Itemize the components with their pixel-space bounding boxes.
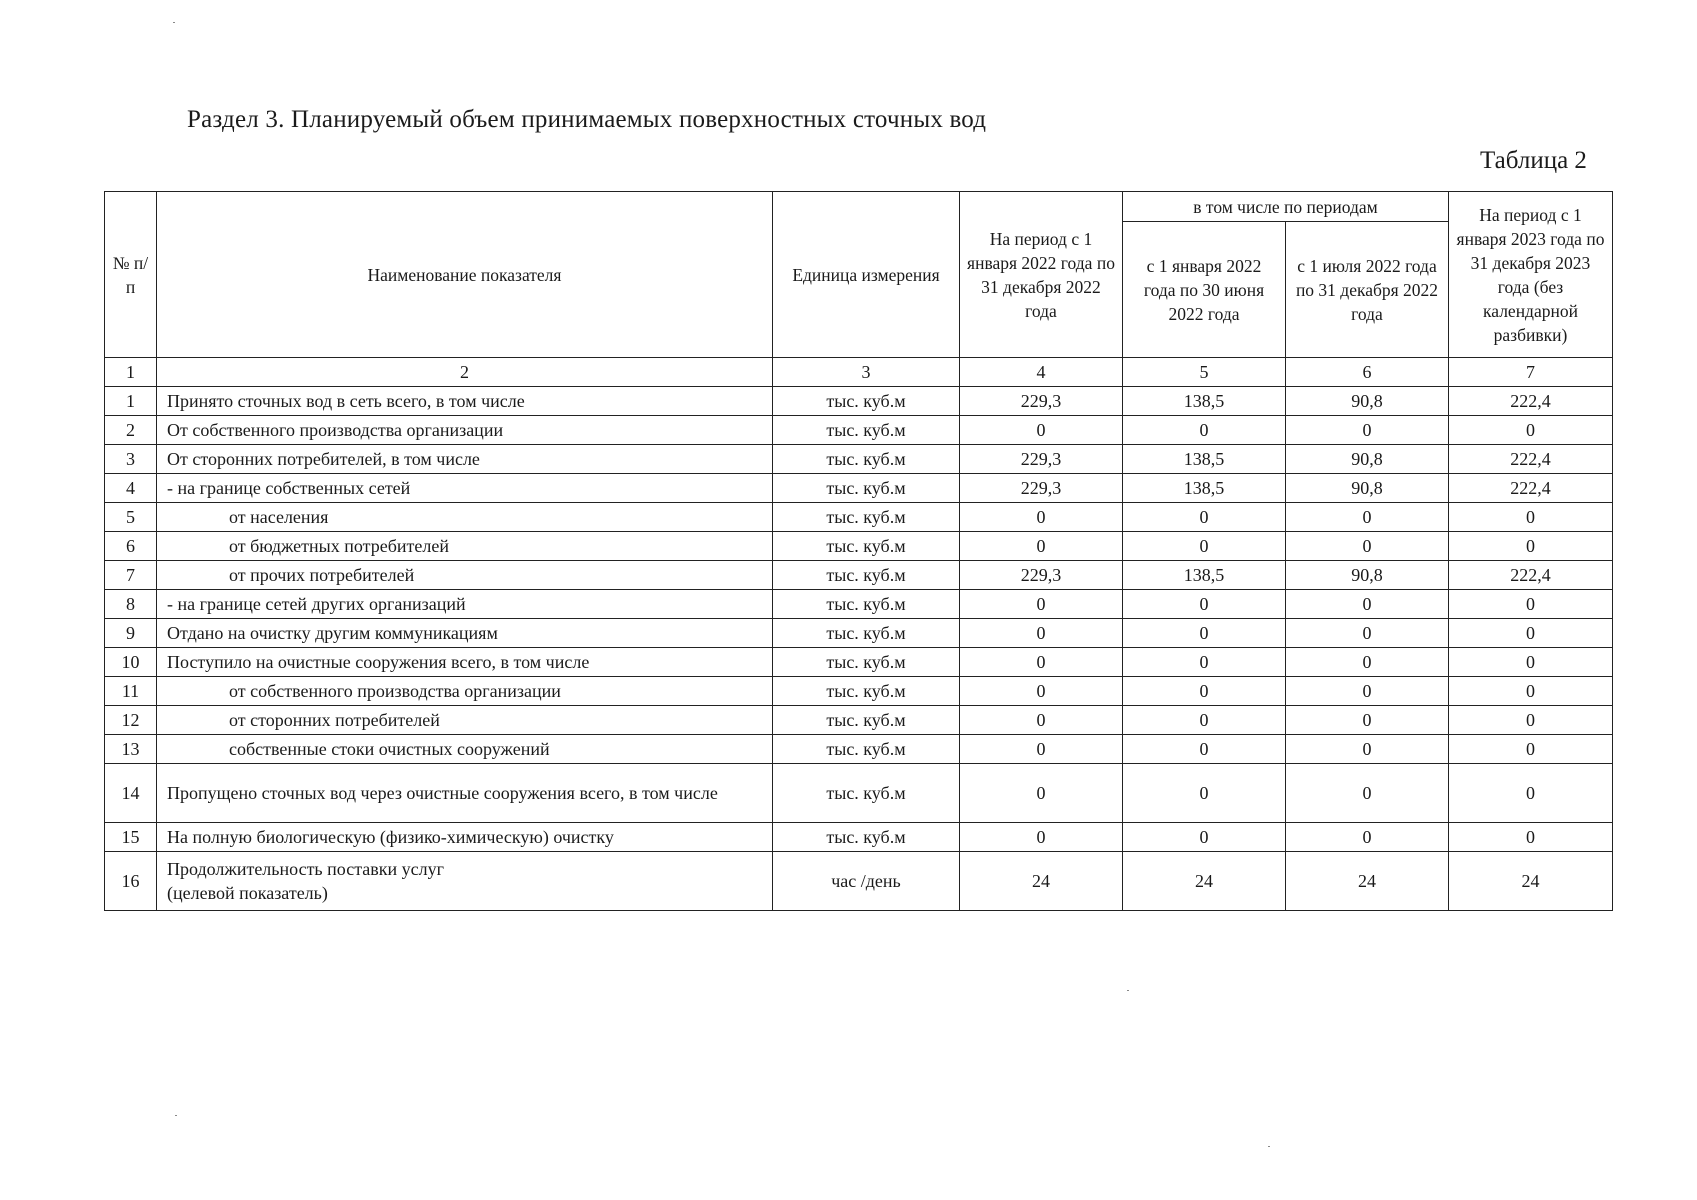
value-cell: 222,4 [1449, 561, 1613, 590]
header-num: № п/п [105, 192, 157, 358]
value-cell: 0 [1286, 532, 1449, 561]
column-numbers-row [105, 358, 1613, 387]
value-cell: 138,5 [1123, 561, 1286, 590]
unit-cell: тыс. куб.м [773, 648, 960, 677]
indicator-name: Отдано на очистку другим коммуникациям [157, 619, 773, 648]
value-cell: 0 [1449, 735, 1613, 764]
header-unit: Единица измерения [773, 192, 960, 358]
value-cell: 0 [960, 677, 1123, 706]
value-cell: 0 [1123, 619, 1286, 648]
value-cell: 90,8 [1286, 561, 1449, 590]
value-cell: 0 [960, 416, 1123, 445]
unit-cell: тыс. куб.м [773, 387, 960, 416]
row-number: 8 [105, 590, 157, 619]
value-cell: 0 [1449, 706, 1613, 735]
row-number: 4 [105, 474, 157, 503]
indicator-name: От собственного производства организации [157, 416, 773, 445]
unit-cell: тыс. куб.м [773, 590, 960, 619]
wastewater-volume-table [104, 191, 1613, 911]
row-number: 10 [105, 648, 157, 677]
value-cell: 0 [1286, 764, 1449, 823]
value-cell: 0 [1449, 677, 1613, 706]
value-cell: 0 [1123, 764, 1286, 823]
value-cell: 0 [1123, 416, 1286, 445]
unit-cell: тыс. куб.м [773, 416, 960, 445]
row-number: 16 [105, 852, 157, 911]
value-cell: 0 [960, 503, 1123, 532]
value-cell: 222,4 [1449, 474, 1613, 503]
row-number: 13 [105, 735, 157, 764]
row-number: 1 [105, 387, 157, 416]
table-row [105, 416, 1613, 445]
unit-cell: тыс. куб.м [773, 764, 960, 823]
indicator-name-line: (целевой показатель) [167, 883, 328, 903]
unit-cell: тыс. куб.м [773, 735, 960, 764]
value-cell: 0 [960, 823, 1123, 852]
column-number: 2 [157, 358, 773, 387]
unit-cell: час /день [773, 852, 960, 911]
value-cell: 0 [1449, 503, 1613, 532]
section-title: Раздел 3. Планируемый объем принимаемых поверхностных сточных вод [187, 106, 987, 133]
table-number-label: Таблица 2 [1480, 147, 1587, 174]
indicator-name: от собственного производства организации [157, 677, 773, 706]
value-cell: 138,5 [1123, 445, 1286, 474]
indicator-name: от прочих потребителей [157, 561, 773, 590]
indicator-name: Поступило на очистные сооружения всего, в том числе [157, 648, 773, 677]
value-cell: 222,4 [1449, 387, 1613, 416]
value-cell: 0 [960, 619, 1123, 648]
table-row [105, 532, 1613, 561]
value-cell: 24 [1123, 852, 1286, 911]
indicator-name-line: Продолжительность поставки услуг [167, 859, 445, 879]
value-cell: 0 [960, 735, 1123, 764]
table-row [105, 852, 1613, 911]
row-number: 6 [105, 532, 157, 561]
scan-speck [1268, 1146, 1270, 1147]
value-cell: 229,3 [960, 561, 1123, 590]
column-number: 1 [105, 358, 157, 387]
scan-speck [175, 1115, 177, 1116]
table-row [105, 387, 1613, 416]
value-cell: 24 [1286, 852, 1449, 911]
indicator-name: собственные стоки очистных сооружений [157, 735, 773, 764]
table-row [105, 677, 1613, 706]
indicator-name: От сторонних потребителей, в том числе [157, 445, 773, 474]
value-cell: 229,3 [960, 387, 1123, 416]
table-row [105, 561, 1613, 590]
value-cell: 229,3 [960, 445, 1123, 474]
value-cell: 229,3 [960, 474, 1123, 503]
value-cell: 90,8 [1286, 474, 1449, 503]
value-cell: 24 [1449, 852, 1613, 911]
header-period-h2-2022: с 1 июля 2022 года по 31 декабря 2022 года [1286, 222, 1449, 358]
value-cell: 0 [1449, 823, 1613, 852]
table-row [105, 764, 1613, 823]
value-cell: 0 [1123, 648, 1286, 677]
indicator-name: Пропущено сточных вод через очистные сооружения всего, в том числе [157, 764, 773, 823]
row-number: 11 [105, 677, 157, 706]
table-row [105, 445, 1613, 474]
header-indicator-name: Наименование показателя [157, 192, 773, 358]
value-cell: 0 [1286, 590, 1449, 619]
scan-speck [1127, 990, 1129, 991]
value-cell: 0 [960, 648, 1123, 677]
indicator-name: Принято сточных вод в сеть всего, в том числе [157, 387, 773, 416]
value-cell: 0 [1286, 735, 1449, 764]
column-number: 7 [1449, 358, 1613, 387]
value-cell: 0 [1449, 416, 1613, 445]
value-cell: 0 [1123, 706, 1286, 735]
value-cell: 0 [1123, 590, 1286, 619]
column-number: 3 [773, 358, 960, 387]
value-cell: 138,5 [1123, 474, 1286, 503]
table-row [105, 706, 1613, 735]
table-row [105, 474, 1613, 503]
value-cell: 0 [1123, 735, 1286, 764]
row-number: 7 [105, 561, 157, 590]
value-cell: 0 [1449, 764, 1613, 823]
indicator-name: от населения [157, 503, 773, 532]
unit-cell: тыс. куб.м [773, 677, 960, 706]
value-cell: 0 [1286, 823, 1449, 852]
value-cell: 0 [1123, 677, 1286, 706]
value-cell: 0 [1123, 823, 1286, 852]
column-number: 4 [960, 358, 1123, 387]
value-cell: 0 [960, 706, 1123, 735]
row-number: 15 [105, 823, 157, 852]
indicator-name: от сторонних потребителей [157, 706, 773, 735]
value-cell: 90,8 [1286, 445, 1449, 474]
unit-cell: тыс. куб.м [773, 823, 960, 852]
table-row [105, 503, 1613, 532]
table-row [105, 590, 1613, 619]
row-number: 3 [105, 445, 157, 474]
table-row [105, 619, 1613, 648]
indicator-name: На полную биологическую (физико-химическую) очистку [157, 823, 773, 852]
indicator-name [157, 852, 773, 911]
header-period-h1-2022: с 1 января 2022 года по 30 июня 2022 года [1123, 222, 1286, 358]
unit-cell: тыс. куб.м [773, 561, 960, 590]
value-cell: 138,5 [1123, 387, 1286, 416]
value-cell: 0 [1449, 532, 1613, 561]
row-number: 9 [105, 619, 157, 648]
unit-cell: тыс. куб.м [773, 445, 960, 474]
scan-speck [173, 22, 175, 23]
row-number: 2 [105, 416, 157, 445]
indicator-name: - на границе собственных сетей [157, 474, 773, 503]
unit-cell: тыс. куб.м [773, 474, 960, 503]
table-row [105, 823, 1613, 852]
value-cell: 0 [1449, 648, 1613, 677]
header-period-2022: На период с 1 января 2022 года по 31 декабря 2022 года [960, 192, 1123, 358]
value-cell: 0 [1123, 503, 1286, 532]
value-cell: 0 [960, 590, 1123, 619]
unit-cell: тыс. куб.м [773, 619, 960, 648]
indicator-name: - на границе сетей других организаций [157, 590, 773, 619]
table-row [105, 648, 1613, 677]
value-cell: 0 [1286, 648, 1449, 677]
value-cell: 0 [1286, 619, 1449, 648]
header-period-2023: На период с 1 января 2023 года по 31 декабря 2023 года (без календарной разбивки) [1449, 192, 1613, 358]
value-cell: 0 [1286, 677, 1449, 706]
value-cell: 0 [1449, 590, 1613, 619]
value-cell: 0 [1286, 416, 1449, 445]
header-group-by-periods: в том числе по периодам [1123, 192, 1449, 222]
row-number: 12 [105, 706, 157, 735]
row-number: 14 [105, 764, 157, 823]
value-cell: 222,4 [1449, 445, 1613, 474]
unit-cell: тыс. куб.м [773, 532, 960, 561]
value-cell: 0 [960, 532, 1123, 561]
row-number: 5 [105, 503, 157, 532]
indicator-name: от бюджетных потребителей [157, 532, 773, 561]
value-cell: 0 [1449, 619, 1613, 648]
value-cell: 90,8 [1286, 387, 1449, 416]
value-cell: 0 [1286, 706, 1449, 735]
table-row [105, 735, 1613, 764]
unit-cell: тыс. куб.м [773, 503, 960, 532]
value-cell: 0 [1286, 503, 1449, 532]
column-number: 5 [1123, 358, 1286, 387]
value-cell: 0 [960, 764, 1123, 823]
unit-cell: тыс. куб.м [773, 706, 960, 735]
value-cell: 0 [1123, 532, 1286, 561]
value-cell: 24 [960, 852, 1123, 911]
column-number: 6 [1286, 358, 1449, 387]
